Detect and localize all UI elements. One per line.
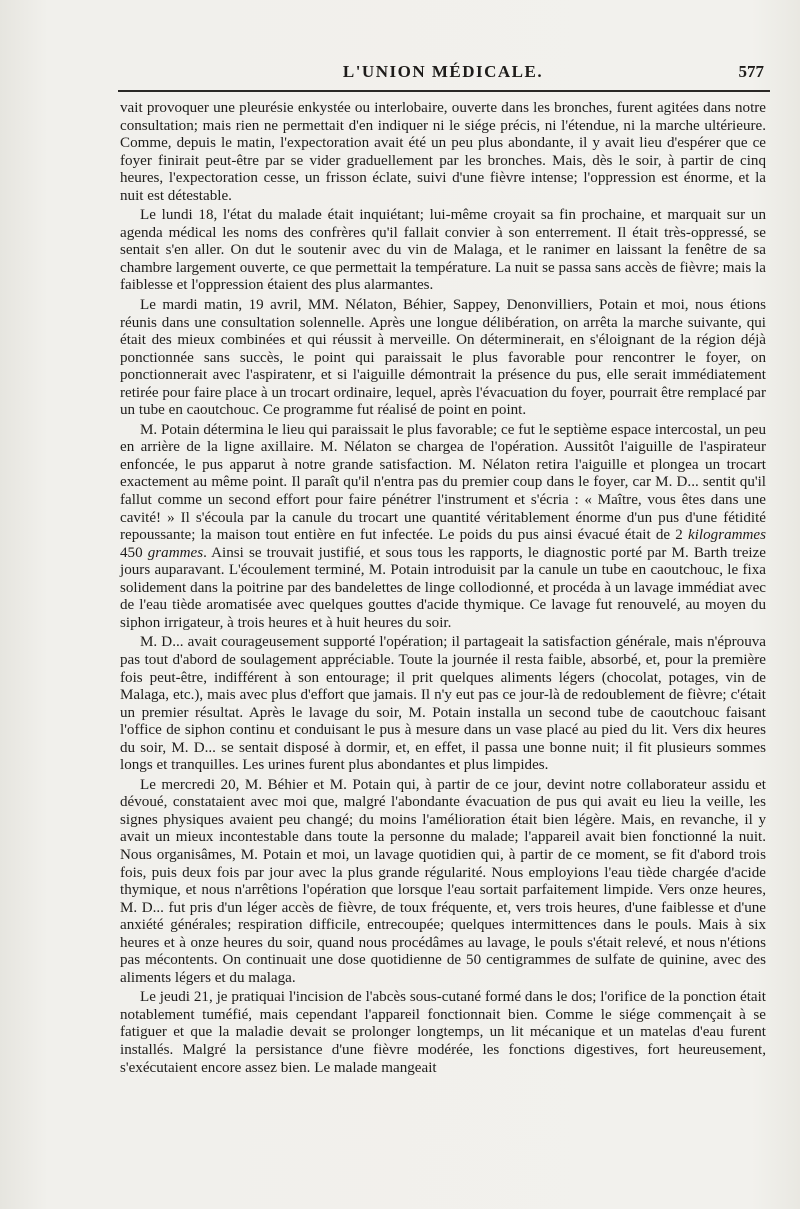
italic-unit: kilogrammes xyxy=(688,527,766,544)
article-body xyxy=(120,100,766,1079)
paragraph-3: Le mardi matin, 19 avril, MM. Nélaton, Béhier, Sappey, Denonvilliers, Potain et moi, nous étions réunis dans une consultation solennelle. Après une longue délibération, on arrêta la marche suivante, qui était des mieux combinées et qui réussit à merveille. On déterminerait, en s'éloignant de la région déjà ponctionnée sans succès, le point qui paraissait le plus favorable pour rencontrer le foyer, on ponctionnerait avec l'aspiratenr, et si l'aiguille démontrait la présence du pus, elle serait immédiatement retirée pour faire place à un trocart ordinaire, lequel, après l'évacuation du foyer, pourrait être remplacé par un tube en caoutchouc. Ce programme fut réalisé de point en point. xyxy=(120,297,766,419)
italic-unit: grammes xyxy=(147,544,204,561)
running-title: L'UNION MÉDICALE. xyxy=(342,62,544,81)
page-number: 577 xyxy=(738,62,764,81)
paragraph-4: M. Potain détermina le lieu qui paraissait le plus favorable; ce fut le septième espace intercostal, un peu en arrière de la ligne axillaire. M. Nélaton se chargea de l'opération. Aussitôt l'aiguille de l'aspirateur enfoncée, le pus apparut à notre grande satisfaction. M. Nélaton retira l'aiguille et plongea un trocart exactement au même point. Il paraît qu'il n'entra pas du premier coup dans le foyer, car M. D... sentit qu'il fallut comme un second effort pour faire pénétrer l'instrument et s'écria : « Maître, vous êtes dans une cavité! » Il s'écoula par la canule du trocart une quantité véritablement énorme d'un pus d'une fétidité repoussante; la maison tout entière en fut infectée. Le poids du pus ainsi évacué était de 2 kilogrammes 450 grammes. Ainsi se trouvait justifié, et sous tous les rapports, le diagnostic porté par M. Barth treize jours auparavant. L'écoulement terminé, M. Potain introduisit par la canule un tube en caoutchouc, le fixa solidement dans la poitrine par des bandelettes de linge collodionné, et procéda à un lavage immédiat avec de l'eau tiède aromatisée avec quelques gouttes d'acide thymique. Ce lavage fut renouvelé, au moyen du siphon irrigateur, à trois heures et à huit heures du soir. xyxy=(120,421,766,631)
paragraph-6: Le mercredi 20, M. Béhier et M. Potain qui, à partir de ce jour, devint notre collaborateur assidu et dévoué, constataient avec moi que, malgré l'abondante évacuation de pus qui avait eu lieu la veille, les signes physiques avaient peu changé; du moins l'amélioration était bien légère. Mais, en revanche, il y avait un mieux incontestable dans toute la personne du malade; l'appareil avait bien fonctionné la nuit. Nous organisâmes, M. Potain et moi, un lavage quotidien qui, à partir de ce moment, se fit d'abord trois fois, puis deux fois par jour avec la plus grande régularité. Nous employions l'eau tiède chargée d'acide thymique, et nous n'arrêtions l'opération que lorsque l'eau sortait parfaitement limpide. Vers onze heures, M. D... fut pris d'un léger accès de fièvre, de toux fréquente, et, vers trois heures, d'une faiblesse et d'une anxiété générales; respiration difficile, entrecoupée; quelques intermittences dans le pouls. Mais à six heures et à onze heures du soir, quand nous procédâmes au lavage, le pouls s'était relevé, et nous n'étions pas mécontents. On continuait une dose quotidienne de 50 centigrammes de sulfate de quinine, avec des aliments légers et du malaga. xyxy=(120,776,766,986)
page-header xyxy=(118,58,768,88)
paragraph-2: Le lundi 18, l'état du malade était inquiétant; lui-même croyait sa fin prochaine, et marquait sur un agenda médical les noms des confrères qu'il fallait convier à son enterrement. Il était très-oppressé, se sentait s'en aller. On dut le soutenir avec du vin de Malaga, et le ranimer en laissant la fenêtre de sa chambre largement ouverte, ce que permettait la température. La nuit se passa sans accès de fièvre; mais la faiblesse et l'oppression étaient des plus alarmantes. xyxy=(120,207,766,294)
paragraph-5: M. D... avait courageusement supporté l'opération; il partageait la satisfaction générale, mais n'éprouva pas tout d'abord de soulagement appréciable. Toute la journée il resta faible, absorbé, et, pour la première fois peut-être, indifférent à son entourage; il prit quelques aliments légers (chocolat, potages, vin de Malaga, etc.), mais avec plus d'effort que jamais. Il n'y eut pas ce jour-là de redoublement de fièvre; c'était un premier résultat. Après le lavage du soir, M. Potain installa un second tube de caoutchouc faisant l'office de siphon continu et conduisant le pus à mesure dans un vase placé au pied du lit. Vers dix heures du soir, M. D... se sentait disposé à dormir, et, en effet, il passa une bonne nuit; il fit plusieurs sommes longs et tranquilles. Les urines furent plus abondantes et plus limpides. xyxy=(120,634,766,774)
paragraph-7: Le jeudi 21, je pratiquai l'incision de l'abcès sous-cutané formé dans le dos; l'orifice de la ponction était notablement tuméfié, mais cependant l'appareil fonctionnait bien. Comme le siége commençait à se fatiguer et que la maladie devait se prolonger longtemps, un lit mécanique et un matelas d'eau furent installés. Malgré la persistance d'une fièvre modérée, les fonctions digestives, fort heureusement, s'exécutaient encore assez bien. Le malade mangeait xyxy=(120,989,766,1076)
paragraph-1: vait provoquer une pleurésie enkystée ou interlobaire, ouverte dans les bronches, furent agitées dans notre consultation; mais rien ne permettait d'en indiquer ni le siége précis, ni l'étendue, ni la marche ultérieure. Comme, depuis le matin, l'expectoration avait été un peu plus abondante, il y avait lieu d'espérer que ce foyer finirait peut-être par se vider graduellement par les bronches. Mais, dès le soir, à partir de cinq heures, l'expectoration cesse, un frisson éclate, suivi d'une fièvre intense; l'oppression est énorme, et la nuit est détestable. xyxy=(120,100,766,204)
header-rule xyxy=(118,90,770,92)
